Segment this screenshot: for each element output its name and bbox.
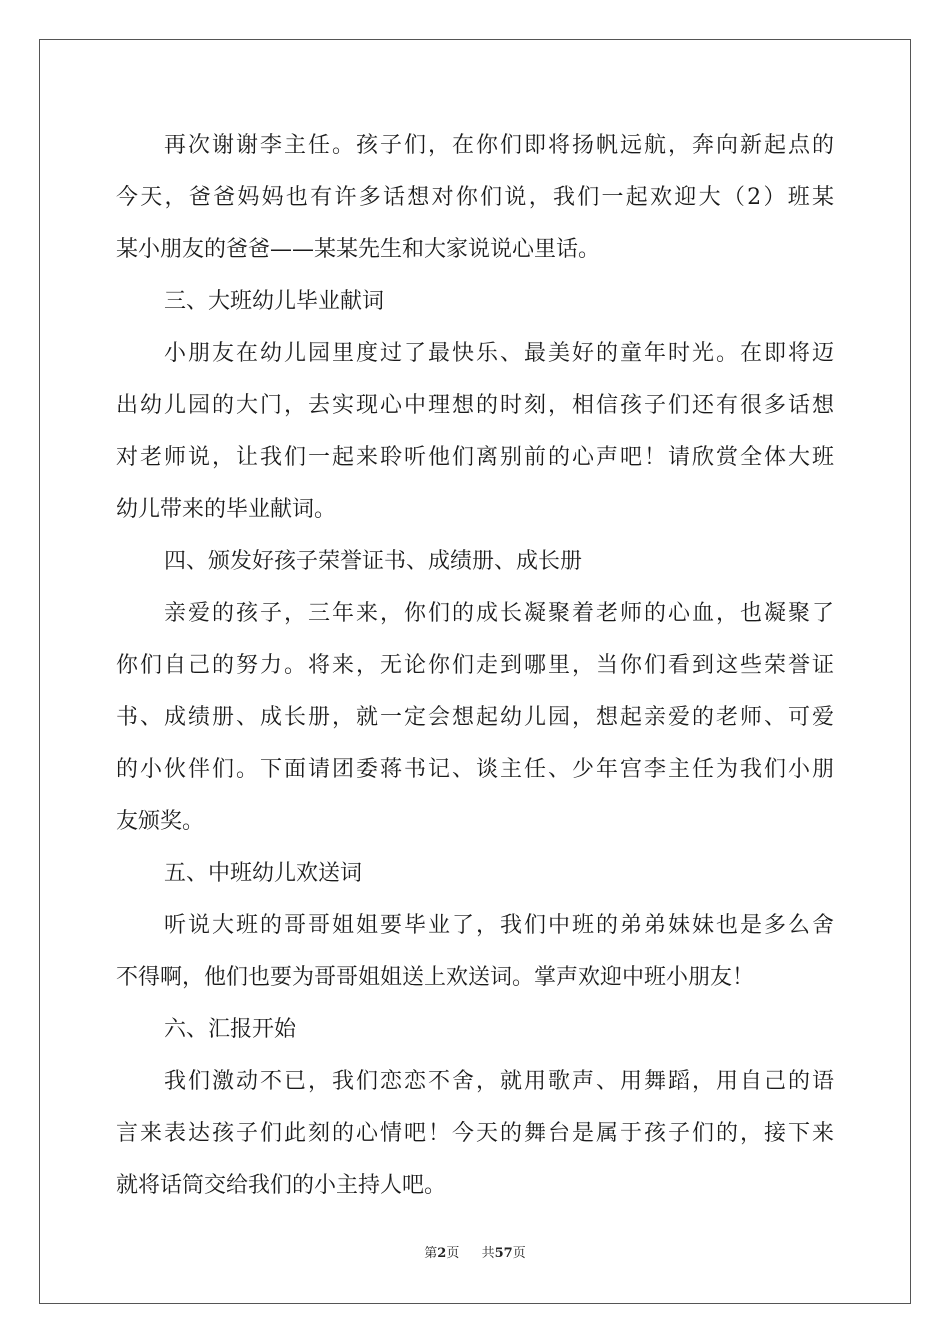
section-heading: 三、大班幼儿毕业献词 xyxy=(164,289,385,314)
paragraph-line: 出幼儿园的大门，去实现心中理想的时刻，相信孩子们还有很多话想 xyxy=(116,393,834,418)
paragraph-line: 书、成绩册、成长册，就一定会想起幼儿园，想起亲爱的老师、可爱 xyxy=(116,705,834,730)
paragraph-line: 的小伙伴们。下面请团委蒋书记、谈主任、少年宫李主任为我们小朋 xyxy=(116,757,834,782)
page-number: 2 xyxy=(437,1246,447,1261)
section-heading: 五、中班幼儿欢送词 xyxy=(164,861,363,886)
total-prefix: 共 xyxy=(481,1246,495,1261)
page-indicator xyxy=(424,1244,459,1264)
page-footer xyxy=(0,1244,950,1264)
total-pages-indicator xyxy=(482,1244,526,1264)
paragraph-line: 听说大班的哥哥姐姐要毕业了，我们中班的弟弟妹妹也是多么舍 xyxy=(164,913,834,938)
paragraph-line: 就将话筒交给我们的小主持人吧。 xyxy=(116,1173,447,1198)
paragraph-line: 再次谢谢李主任。孩子们，在你们即将扬帆远航，奔向新起点的 xyxy=(164,133,834,158)
paragraph-line: 我们激动不已，我们恋恋不舍，就用歌声、用舞蹈，用自己的语 xyxy=(164,1069,834,1094)
section-heading: 六、汇报开始 xyxy=(164,1017,297,1042)
paragraph-line: 小朋友在幼儿园里度过了最快乐、最美好的童年时光。在即将迈 xyxy=(164,341,834,366)
section-heading: 四、颁发好孩子荣誉证书、成绩册、成长册 xyxy=(164,549,583,574)
paragraph-line: 不得啊，他们也要为哥哥姐姐送上欢送词。掌声欢迎中班小朋友！ xyxy=(116,965,755,990)
paragraph-line: 亲爱的孩子，三年来，你们的成长凝聚着老师的心血，也凝聚了 xyxy=(164,601,834,626)
paragraph-line: 对老师说，让我们一起来聆听他们离别前的心声吧！请欣赏全体大班 xyxy=(116,445,834,470)
paragraph-line: 今天，爸爸妈妈也有许多话想对你们说，我们一起欢迎大（2）班某 xyxy=(116,185,834,210)
total-suffix: 页 xyxy=(512,1246,526,1261)
paragraph-line: 言来表达孩子们此刻的心情吧！今天的舞台是属于孩子们的，接下来 xyxy=(116,1121,834,1146)
paragraph-line: 你们自己的努力。将来，无论你们走到哪里，当你们看到这些荣誉证 xyxy=(116,653,834,678)
paragraph-line: 幼儿带来的毕业献词。 xyxy=(116,497,337,522)
page-suffix: 页 xyxy=(446,1246,460,1261)
paragraph-line: 友颁奖。 xyxy=(116,809,205,834)
total-pages: 57 xyxy=(494,1246,513,1261)
paragraph-line: 某小朋友的爸爸——某某先生和大家说说心里话。 xyxy=(116,237,601,262)
page-prefix: 第 xyxy=(424,1246,438,1261)
